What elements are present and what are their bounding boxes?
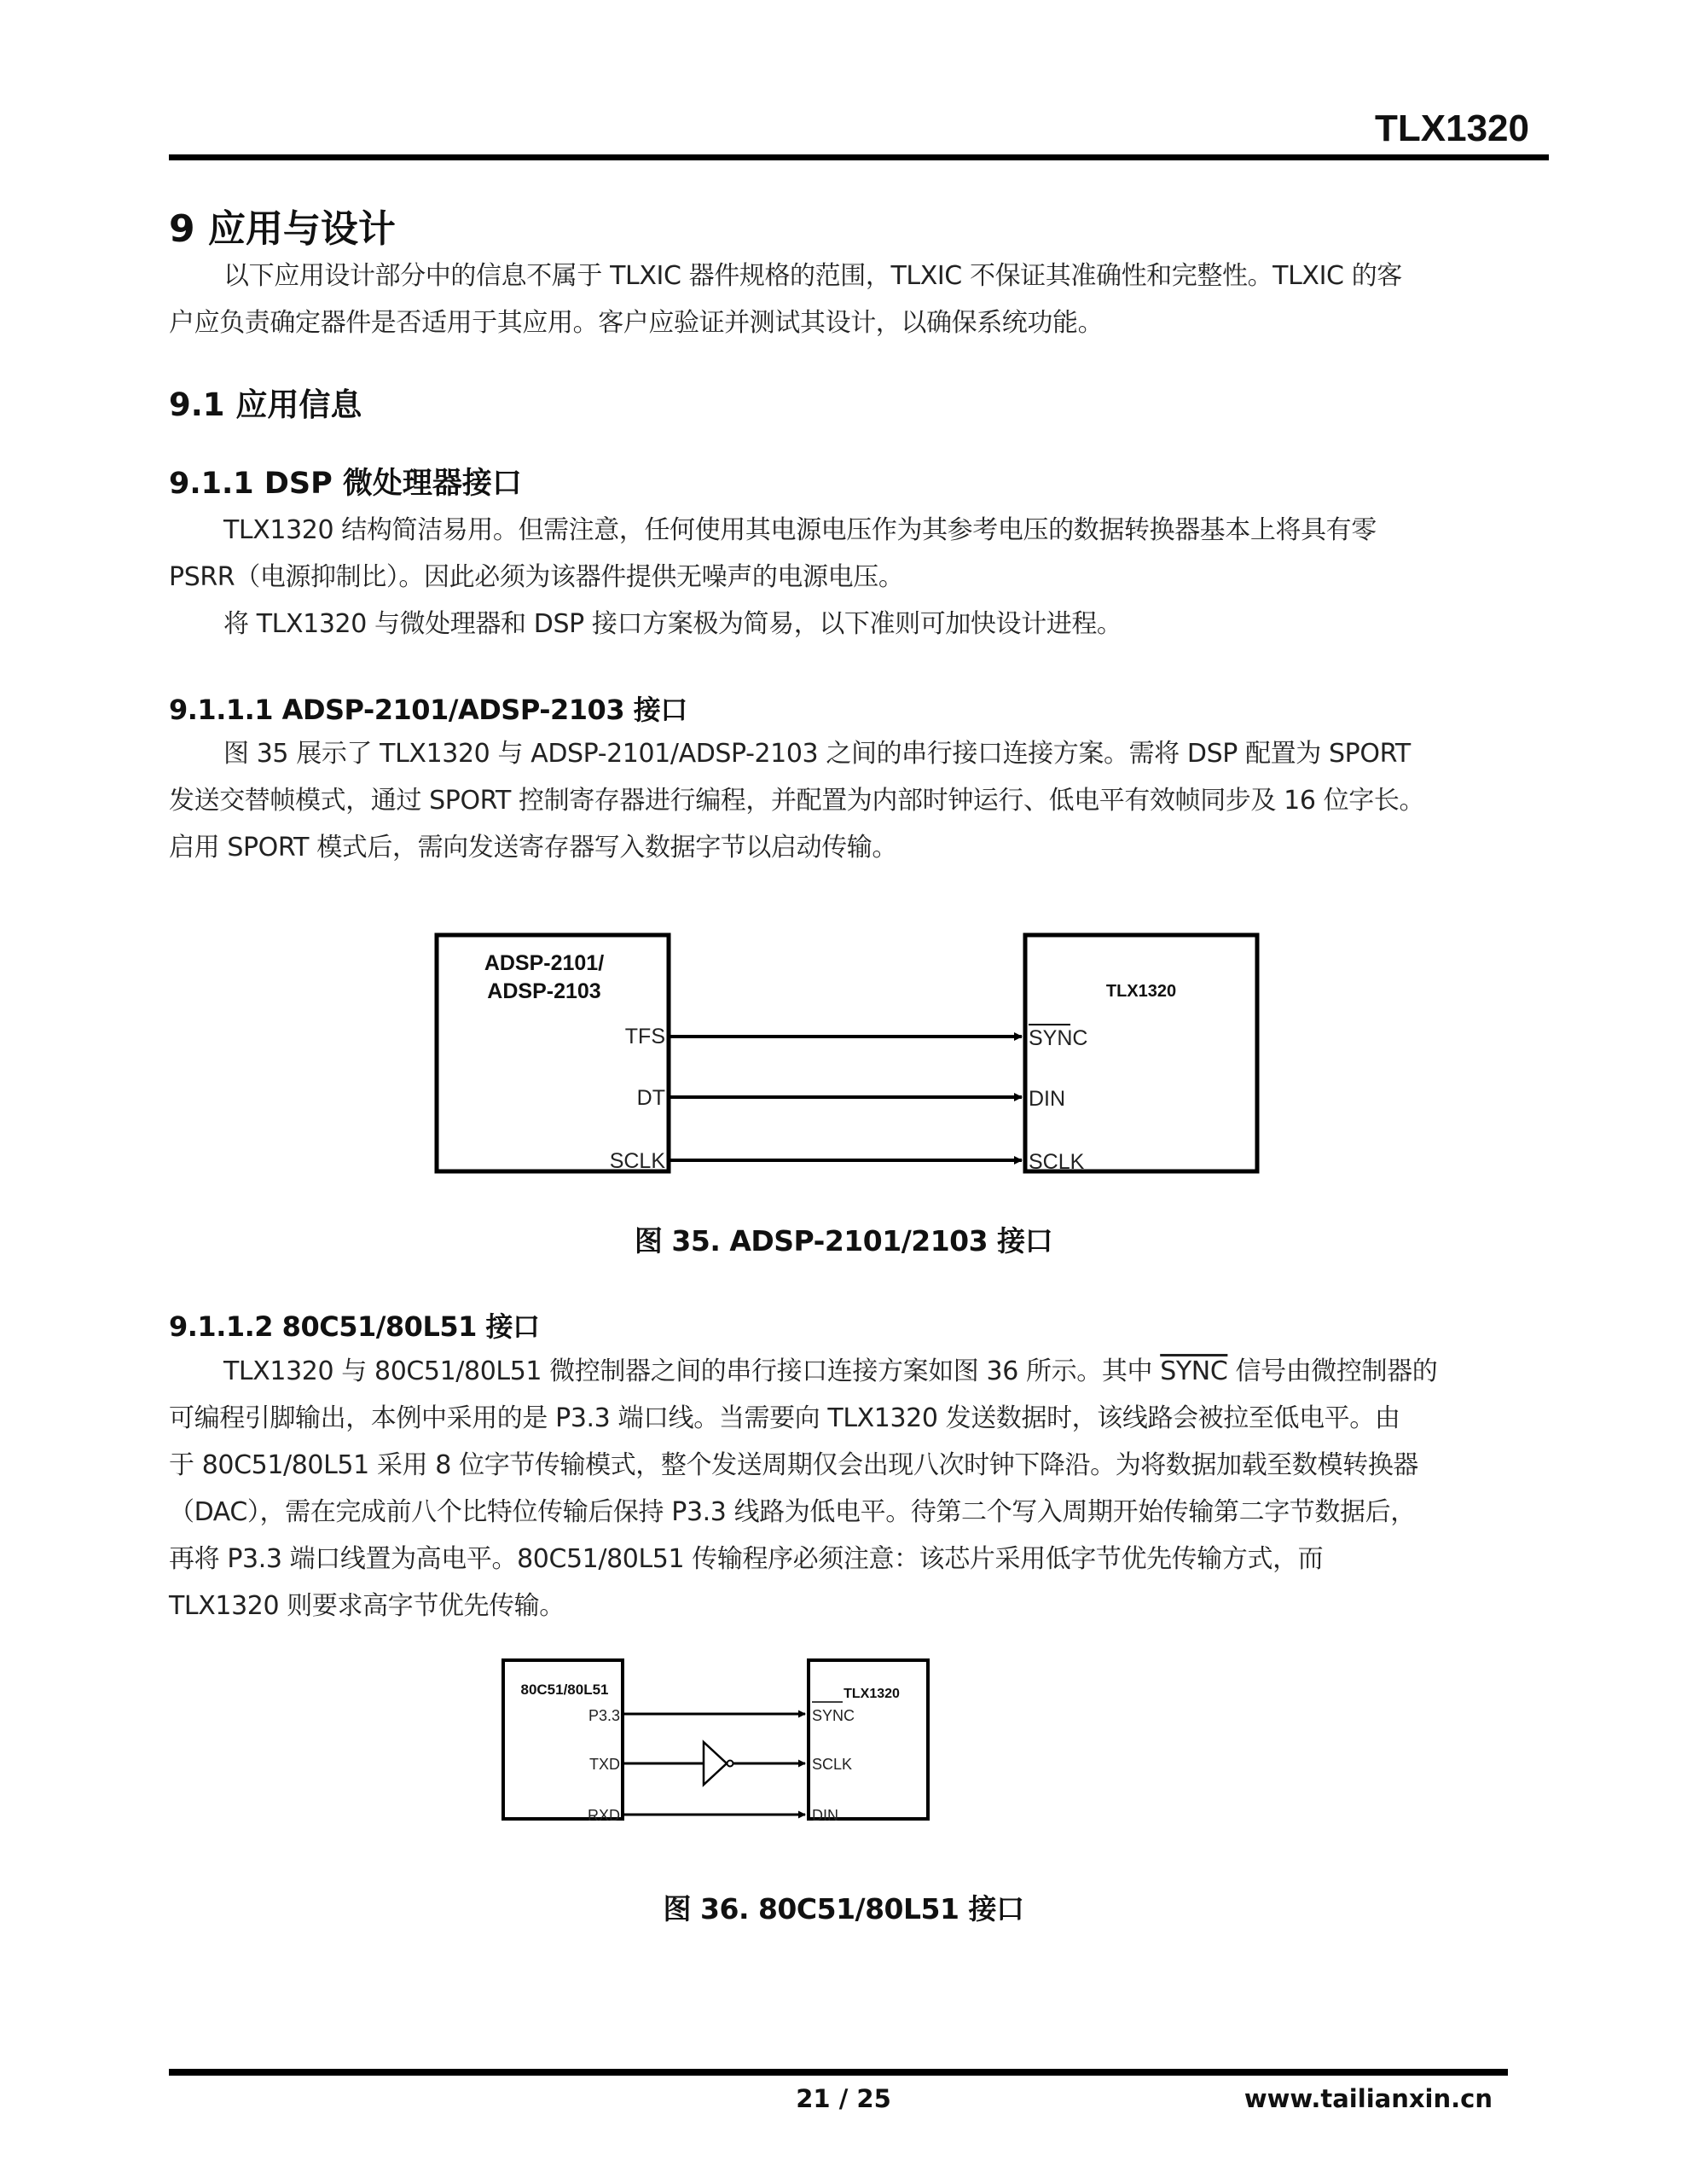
tlx1320-chip-block [809, 1660, 928, 1819]
paragraph-line: TLX1320 则要求高字节优先传输。 [169, 1591, 565, 1621]
paragraph-line: TLX1320 结构简洁易用。但需注意，任何使用其电源电压作为其参考电压的数据转换器基本上将具有零 [223, 515, 1377, 545]
tlx1320-chip-label: TLX1320 [1105, 982, 1177, 1001]
sync-signal-name: SYNC [1160, 1356, 1228, 1386]
adsp-chip-label-line1: ADSP-2101/ [484, 951, 605, 975]
inverter-icon [704, 1742, 727, 1785]
pin-label-sclk: SCLK [812, 1756, 853, 1773]
pin-label-rxd: RXD [587, 1807, 620, 1824]
text-segment: TLX1320 与 80C51/80L51 微控制器之间的串行接口连接方案如图 36 所示。其中 [223, 1356, 1161, 1386]
header-divider [169, 154, 1549, 160]
subsection-heading-9-1-1-2: 9.1.1.2 80C51/80L51 接口 [169, 1310, 540, 1343]
paragraph-line: 以下应用设计部分中的信息不属于 TLXIC 器件规格的范围，TLXIC 不保证其准确性和完整性。TLXIC 的客 [223, 261, 1402, 291]
pin-label-din: DIN [1029, 1087, 1066, 1111]
figure-35-caption: 图 35. ADSP-2101/2103 接口 [634, 1224, 1053, 1258]
section-intro-paragraph [169, 253, 1525, 346]
paragraph-line: 再将 P3.3 端口线置为高电平。80C51/80L51 传输程序必须注意：该芯片采用低字节优先传输方式，而 [169, 1544, 1324, 1574]
document-header-title: TLX1320 [1375, 107, 1529, 149]
dsp-interface-paragraph [169, 507, 1525, 648]
paragraph-line: 启用 SPORT 模式后，需向发送寄存器写入数据字节以启动传输。 [169, 833, 898, 863]
pin-label-dt: DT [636, 1086, 665, 1110]
80c51-chip-label: 80C51/80L51 [520, 1682, 609, 1698]
figure-36-diagram [495, 1629, 1177, 1843]
figure-36-caption: 图 36. 80C51/80L51 接口 [663, 1892, 1024, 1926]
figure-35-diagram [418, 913, 1279, 1177]
paragraph-line [169, 1348, 1525, 1395]
pin-label-sync: SYNC [1029, 1026, 1088, 1050]
paragraph-line: 将 TLX1320 与微处理器和 DSP 接口方案极为简易，以下准则可加快设计进程。 [223, 609, 1122, 639]
subsection-heading-9-1-1-1: 9.1.1.1 ADSP-2101/ADSP-2103 接口 [169, 694, 687, 726]
paragraph-line: （DAC），需在完成前八个比特位传输后保持 P3.3 线路为低电平。待第二个写入周期开始传输第二字节数据后， [169, 1497, 1416, 1527]
text-segment: 信号由微控制器的 [1227, 1356, 1438, 1386]
subsection-heading-9-1: 9.1 应用信息 [169, 386, 362, 423]
paragraph-line: 户应负责确定器件是否适用于其应用。客户应验证并测试其设计，以确保系统功能。 [169, 308, 1104, 338]
tlx1320-chip-block [1025, 935, 1257, 1171]
tlx1320-chip-label: TLX1320 [844, 1687, 900, 1701]
subsection-heading-9-1-1: 9.1.1 DSP 微处理器接口 [169, 467, 522, 501]
paragraph-line: 发送交替帧模式，通过 SPORT 控制寄存器进行编程，并配置为内部时钟运行、低电平有效帧同步及 16 位字长。 [169, 786, 1425, 816]
pin-label-sync: SYNC [812, 1707, 855, 1724]
website-link[interactable]: www.tailianxin.cn [1244, 2084, 1493, 2113]
pin-label-din: DIN [812, 1807, 838, 1824]
pin-label-sclk-out: SCLK [609, 1149, 665, 1173]
paragraph-line: 于 80C51/80L51 采用 8 位字节传输模式，整个发送周期仅会出现八次时钟下降沿。为将数据加载至数模转换器 [169, 1450, 1418, 1480]
page-number: 21 / 25 [796, 2084, 891, 2113]
section-heading: 9 应用与设计 [169, 207, 396, 251]
paragraph-line: PSRR（电源抑制比）。因此必须为该器件提供无噪声的电源电压。 [169, 562, 904, 592]
pin-label-txd: TXD [589, 1756, 620, 1773]
adsp-chip-label-line2: ADSP-2103 [487, 979, 601, 1003]
pin-label-tfs: TFS [624, 1025, 665, 1048]
pin-label-p3-3: P3.3 [588, 1707, 620, 1724]
paragraph-line: 图 35 展示了 TLX1320 与 ADSP-2101/ADSP-2103 之间的串行接口连接方案。需将 DSP 配置为 SPORT [223, 739, 1411, 769]
80c51-interface-paragraph [169, 1348, 1525, 1629]
footer-divider [169, 2069, 1508, 2076]
inverter-bubble-icon [728, 1761, 733, 1767]
adsp-interface-paragraph [169, 730, 1525, 871]
paragraph-line: 可编程引脚输出，本例中采用的是 P3.3 端口线。当需要向 TLX1320 发送数据时，该线路会被拉至低电平。由 [169, 1403, 1400, 1433]
pin-label-sclk-in: SCLK [1029, 1150, 1085, 1174]
